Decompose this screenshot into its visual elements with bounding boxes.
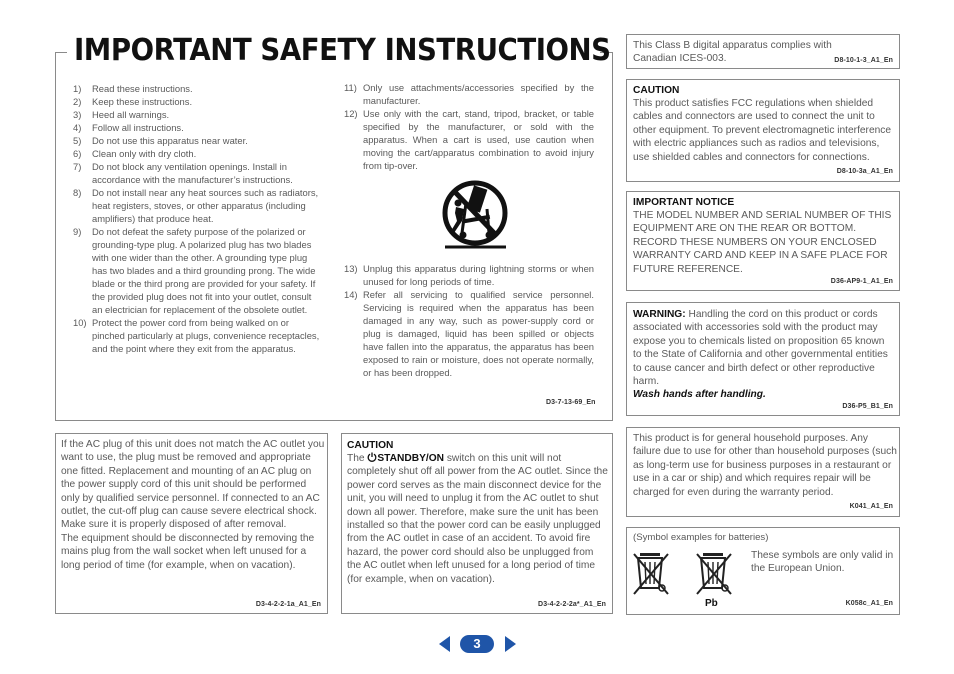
household-purpose-text: This product is for general household purposes. Any failure due to use for other than household purposes (such as long-term use for business purposes in a restaurant or use in a car or ship) and which requires repair will be charged for even during the warranty period. <box>633 433 897 498</box>
standby-caution-text <box>347 452 609 586</box>
next-page-arrow-icon[interactable] <box>505 636 516 652</box>
fcc-caution-box <box>626 79 900 182</box>
ac-plug-paragraph-1: If the AC plug of this unit does not match the AC outlet you want to use, the plug must be removed and appropriate one fitted. Replacement and mounting of an AC plug on the power supply cord of this unit should be performed only by qualified service personnel. If connected to an AC outlet, the cut-off plug can cause severe electrical shock. Make sure it is properly disposed of after removal. <box>61 439 325 531</box>
list-item-text: Refer all servicing to qualified service personnel. Servicing is required when the apparatus has been damaged in any way, such as power-supply cord or plug is damaged, liquid has been spilled or objects have fallen into the apparatus, the apparatus has been exposed to rain or moisture, does not operate normally, or has been dropped. <box>363 289 594 378</box>
list-item-text: Keep these instructions. <box>92 96 193 107</box>
fcc-caution-code: D8-10-3a_A1_En <box>836 168 893 175</box>
important-notice-text: THE MODEL NUMBER AND SERIAL NUMBER OF THIS EQUIPMENT ARE ON THE REAR OR BOTTOM. RECORD THESE NUMBERS ON YOUR ENCLOSED WARRANTY CARD AND KEEP IN A SAFE PLACE FOR FUTURE REFERENCE. <box>633 210 892 275</box>
list-item-text: Do not install near any heat sources such as radiators, heat registers, stoves, or other apparatus (including amplifiers) that produce heat. <box>92 187 319 224</box>
list-item-number: 12) <box>344 108 358 119</box>
standby-caution-code: D3-4-2-2-2a*_A1_En <box>538 601 606 608</box>
list-item <box>73 316 323 355</box>
list-item-text: Unplug this apparatus during lightning storms or when unused for long periods of time. <box>363 263 594 287</box>
ac-plug-box <box>55 433 328 614</box>
crossed-bin-pb-icon <box>695 550 735 598</box>
list-item <box>344 107 594 172</box>
list-item-text: Use only with the cart, stand, tripod, bracket, or table specified by the manufacturer, or sold with the apparatus. When a cart is used, use caution when moving the cart/apparatus combination to avoid injury from tip-over. <box>363 108 594 171</box>
title-rule-left <box>55 52 67 53</box>
list-item <box>73 186 323 225</box>
class-b-notice-box <box>626 34 900 69</box>
important-notice-box <box>626 191 900 291</box>
ac-plug-paragraph-2: The equipment should be disconnected by removing the mains plug from the wall socket when left unused for a long period of time (for example, when on vacation). <box>61 532 315 571</box>
fcc-caution-text: This product satisfies FCC regulations when shielded cables and connectors are used to connect the unit to other equipment. To prevent electromagnetic interference with electric appliances such as radios and televisions, use shielded cables and connectors for connections. <box>633 98 892 163</box>
standby-caution-pre: The <box>347 453 368 464</box>
list-item-number: 10) <box>73 317 87 328</box>
crossed-bin-icon <box>632 550 672 598</box>
list-item-number: 13) <box>344 263 358 274</box>
list-item-text: Clean only with dry cloth. <box>92 148 197 159</box>
list-item <box>344 262 594 288</box>
list-item-number: 7) <box>73 161 82 172</box>
wash-hands-text: Wash hands after handling. <box>633 389 766 400</box>
standby-caution-heading: CAUTION <box>347 440 394 451</box>
important-notice-heading: IMPORTANT NOTICE <box>633 197 735 208</box>
warning-code: D36-P5_B1_En <box>842 403 893 410</box>
page-title: IMPORTANT SAFETY INSTRUCTIONS <box>74 33 611 68</box>
list-item-text: Do not defeat the safety purpose of the polarized or grounding-type plug. A polarized plug has two blades with one wider than the other. A grounding type plug has two blades and a third grounding prong. The wide blade or the third prong are provided for your safety. If the provided plug does not fit into your outlet, consult an electrician for replacement of the obsolete outlet. <box>92 226 316 315</box>
safety-list-right-bottom <box>344 262 594 379</box>
list-item-number: 3) <box>73 109 82 120</box>
list-item-text: Follow all instructions. <box>92 122 184 133</box>
pb-label: Pb <box>705 598 718 609</box>
list-item <box>73 82 323 95</box>
ac-plug-text <box>61 438 325 572</box>
list-item <box>344 81 594 107</box>
class-b-code: D8-10-1-3_A1_En <box>834 57 893 64</box>
cart-tipover-warning-icon <box>442 173 509 253</box>
warning-text: Handling the cord on this product or cords associated with accessories sold with the product may expose you to chemicals listed on proposition 65 known to the State of California and other governmental entities to cause cancer and birth defect or other reproductive harm. <box>633 309 888 388</box>
list-item-number: 11) <box>344 82 357 93</box>
household-purpose-box <box>626 427 900 517</box>
ac-plug-code: D3-4-2-2-1a_A1_En <box>255 601 321 608</box>
safety-doc-code: D3-7-13-69_En <box>546 399 596 406</box>
list-item <box>73 160 323 186</box>
list-item-text: Do not use this apparatus near water. <box>92 135 248 146</box>
list-item <box>73 121 323 134</box>
list-item <box>73 134 323 147</box>
page-number-badge <box>460 635 494 653</box>
list-item-number: 2) <box>73 96 82 107</box>
warning-label: WARNING: <box>633 309 686 320</box>
battery-symbols-code: K058c_A1_En <box>845 600 893 607</box>
list-item-number: 4) <box>73 122 82 133</box>
previous-page-arrow-icon[interactable] <box>439 636 450 652</box>
list-item-number: 9) <box>73 226 82 237</box>
safety-list-left <box>73 82 323 355</box>
list-item-text: Do not block any ventilation openings. Install in accordance with the manufacturer’s instructions. <box>92 161 293 185</box>
list-item-text: Protect the power cord from being walked on or pinched particularly at plugs, convenience receptacles, and the point where they exit from the apparatus. <box>92 317 320 354</box>
fcc-caution-heading: CAUTION <box>633 85 680 96</box>
class-b-text: This Class B digital apparatus complies with Canadian ICES-003. <box>633 40 832 65</box>
page-number: 3 <box>473 636 481 651</box>
standby-caution-body: switch on this unit will not completely shut off all power from the AC outlet. Since the power cord serves as the main disconnect device for the unit, you will need to unplug it from the AC outlet to shut down all power. Therefore, make sure the unit has been installed so that the power cord can be easily unplugged from the AC outlet in case of an accident. To avoid fire hazard, the power cord should also be unplugged from the AC outlet when left unused for a long period of time (for example, when on vacation). <box>347 453 608 585</box>
list-item-text: Heed all warnings. <box>92 109 170 120</box>
list-item-text: Only use attachments/accessories specified by the manufacturer. <box>363 82 594 106</box>
warning-paragraph <box>633 308 895 388</box>
power-standby-icon <box>367 452 377 462</box>
battery-symbols-box <box>626 527 900 615</box>
standby-caution-box <box>341 433 613 614</box>
list-item <box>73 108 323 121</box>
list-item-number: 5) <box>73 135 82 146</box>
list-item <box>73 147 323 160</box>
list-item <box>344 288 594 379</box>
household-purpose-code: K041_A1_En <box>849 503 893 510</box>
list-item-number: 6) <box>73 148 82 159</box>
list-item <box>73 225 323 316</box>
battery-symbols-text: These symbols are only valid in the European Union. <box>751 550 894 575</box>
list-item <box>73 95 323 108</box>
list-item-number: 14) <box>344 289 358 300</box>
battery-symbols-heading: (Symbol examples for batteries) <box>633 532 769 543</box>
list-item-text: Read these instructions. <box>92 83 193 94</box>
warning-box <box>626 302 900 416</box>
standby-on-label: STANDBY/ON <box>377 453 444 464</box>
safety-list-right-top <box>344 81 594 172</box>
list-item-number: 1) <box>73 83 82 94</box>
important-notice-code: D36-AP9-1_A1_En <box>830 278 893 285</box>
list-item-number: 8) <box>73 187 82 198</box>
